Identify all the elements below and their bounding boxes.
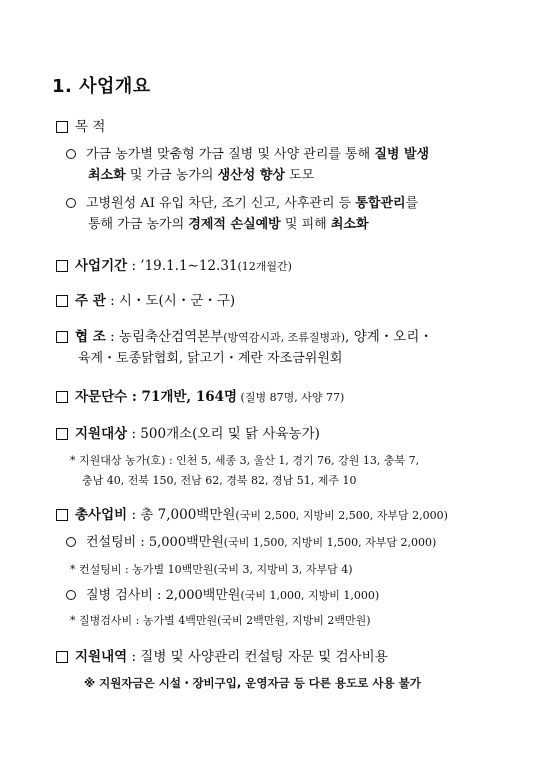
support-row: 지원내역 : 질병 및 사양관리 컨설팅 자문 및 검사비용 [56,647,388,667]
coop-row-line-2: 육계・토종닭협회, 닭고기・계란 자조금위원회 [78,351,343,366]
budget-consult-note: * 컨설팅비 : 농가별 10백만원(국비 3, 지방비 3, 자부담 4) [70,563,353,576]
host-row: 주 관 : 시・도(시・군・구) [56,291,235,311]
checkbox-square-icon [56,295,68,307]
circle-bullet-icon [66,537,76,547]
checkbox-square-icon [56,260,68,272]
purpose-item-2-line-2: 통해 가금 농가의 경제적 손실예방 및 피해 최소화 [88,217,369,232]
target-note-line-2: 충남 40, 전북 150, 전남 62, 경북 82, 경남 51, 제주 10 [82,474,357,487]
target-note-line-1: * 지원대상 농가(호) : 인천 5, 세종 3, 울산 1, 경기 76, 강원 13, 충북 7, [70,454,420,467]
purpose-label: 목 적 [75,119,106,135]
checkbox-square-icon [56,121,68,133]
circle-bullet-icon [66,590,76,600]
period-row: 사업기간 : ’19.1.1∼12.31(12개월간) [56,256,292,277]
circle-bullet-icon [66,198,76,208]
checkbox-square-icon [56,509,68,521]
checkbox-square-icon [56,391,68,403]
purpose-item-1-line-1: 가금 농가별 맞춤형 가금 질병 및 사양 관리를 통해 질병 발생 [66,145,429,165]
budget-exam-note: * 질병검사비 : 농가별 4백만원(국비 2백만원, 지방비 2백만원) [70,614,371,627]
page-title: 1. 사업개요 [52,76,151,97]
usage-restriction-note: ※ 지원자금은 시설・장비구입, 운영자금 등 다른 용도로 사용 불가 [84,676,421,690]
coop-row: 협 조 : 농림축산검역본부(방역감시과, 조류질병과), 양계・오리・ [56,327,433,348]
circle-bullet-icon [66,149,76,159]
budget-consult-row: 컨설팅비 : 5,000백만원(국비 1,500, 지방비 1,500, 자부담 2,000) [66,533,436,553]
purpose-item-2-line-1: 고병원성 AI 유입 차단, 조기 신고, 사후관리 등 통합관리를 [66,194,418,214]
budget-exam-row: 질병 검사비 : 2,000백만원(국비 1,000, 지방비 1,000) [66,586,379,606]
checkbox-square-icon [56,331,68,343]
budget-row: 총사업비 : 총 7,000백만원(국비 2,500, 지방비 2,500, 자부담 2,000) [56,505,448,526]
advisors-row: 자문단수 : 71개반, 164명 (질병 87명, 사양 77) [56,387,344,408]
checkbox-square-icon [56,651,68,663]
checkbox-square-icon [56,428,68,440]
target-row: 지원대상 : 500개소(오리 및 닭 사육농가) [56,424,320,444]
purpose-heading [56,117,105,137]
purpose-item-1-line-2: 최소화 및 가금 농가의 생산성 향상 도모 [88,168,315,183]
